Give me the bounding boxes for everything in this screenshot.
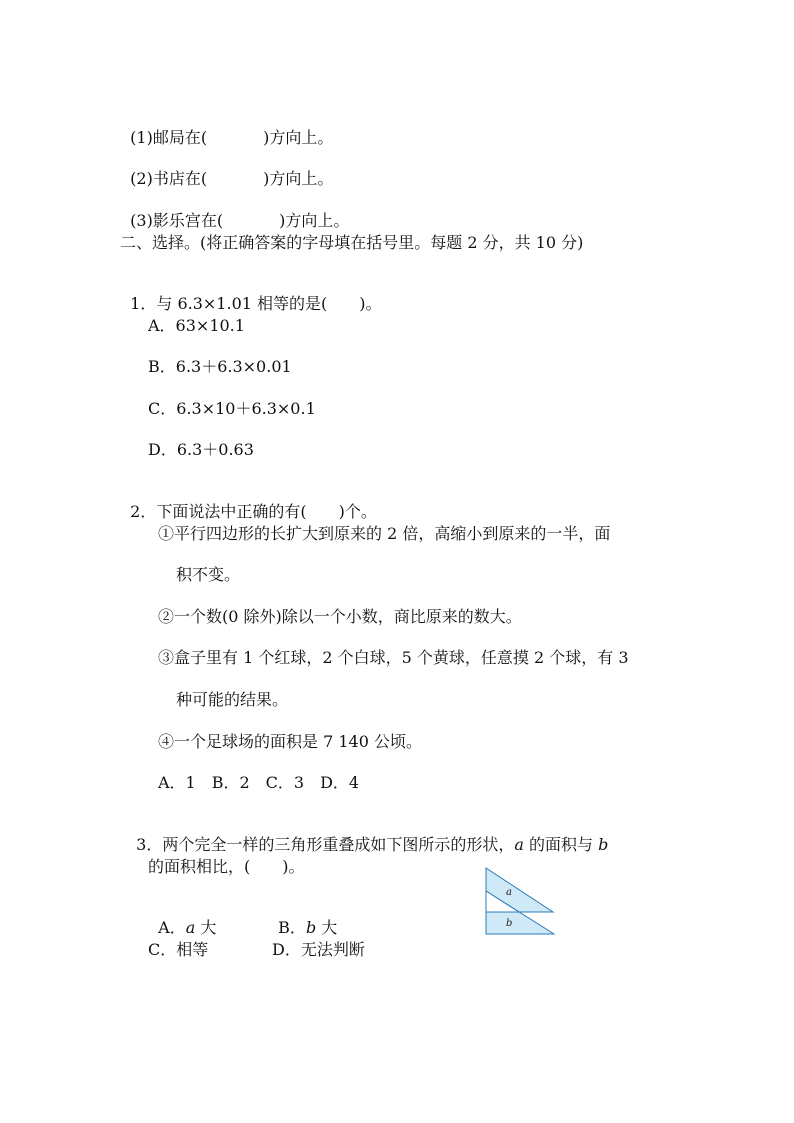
fill-item-1-num: (1) [130, 128, 153, 147]
fill-item-3-num: (3) [130, 211, 153, 230]
q1-stem [120, 274, 382, 314]
q1-option-b: B．6.3＋6.3×0.01 [148, 357, 292, 376]
fill-item-2-num: (2) [130, 169, 153, 188]
q3-option-c: C．相等 [148, 940, 209, 959]
q3-stem-a1: 两个完全一样的三角形重叠成如下图所示的形状， [162, 835, 515, 854]
q2-statement-1a: ①平行四边形的长扩大到原来的 2 倍，高缩小到原来的一半，面 [158, 524, 611, 543]
q3-option-a-var: a [185, 918, 196, 937]
q3-stem-line-2: 的面积相比，( )。 [148, 857, 305, 876]
fill-item-3-before: 影乐宫在( [152, 211, 224, 230]
figure-label-b: b [506, 918, 513, 929]
q1-option-a: A．63×10.1 [148, 316, 245, 335]
q2-statement-3b: 种可能的结果。 [176, 690, 289, 709]
q3-stem-a2: 的面积与 [523, 835, 599, 854]
q3-option-b-suffix: 大 [316, 918, 338, 937]
q2-statement-1b: 积不变。 [176, 565, 241, 584]
q2-statement-2: ②一个数(0 除外)除以一个小数，商比原来的数大。 [158, 607, 522, 626]
section-2-title: 二、选择。(将正确答案的字母填在括号里。每题 2 分，共 10 分) [120, 233, 584, 252]
q2-number: 2． [130, 502, 157, 521]
q3-option-d: D．无法判断 [272, 940, 365, 959]
q3-option-b-prefix: B． [278, 918, 306, 937]
fill-item-1-before: 邮局在( [152, 128, 208, 147]
q3-option-a-prefix: A． [158, 918, 186, 937]
figure-label-a: a [506, 887, 512, 898]
fill-item-2-after: )方向上。 [263, 169, 334, 188]
q3-option-b [268, 898, 337, 938]
q2-statement-3a: ③盒子里有 1 个红球，2 个白球，5 个黄球，任意摸 2 个球，有 3 [158, 648, 629, 667]
fill-item-1-after: )方向上。 [263, 128, 334, 147]
q2-stem [120, 482, 377, 522]
q3-option-b-var: b [305, 918, 317, 937]
q3-option-a [148, 898, 216, 938]
fill-item-2-before: 书店在( [152, 169, 208, 188]
overlapping-triangles-figure [478, 862, 560, 938]
fill-item-1 [120, 108, 333, 148]
q3-number: 3． [136, 835, 163, 854]
q3-stem-line-1 [126, 815, 608, 855]
fill-item-3 [120, 191, 349, 231]
q3-var-a: a [514, 835, 524, 854]
q2-statement-4: ④一个足球场的面积是 7 140 公顷。 [158, 732, 422, 751]
fill-item-2 [120, 149, 333, 189]
q3-option-a-suffix: 大 [195, 918, 217, 937]
q1-option-c: C．6.3×10＋6.3×0.1 [148, 399, 316, 418]
q1-number: 1． [130, 294, 157, 313]
q2-options: A．1 B．2 C．3 D．4 [158, 773, 360, 792]
q1-stem-text: 与 6.3×1.01 相等的是( )。 [156, 294, 382, 313]
q3-var-b: b [598, 835, 609, 854]
q2-stem-text: 下面说法中正确的有( )个。 [156, 502, 377, 521]
q1-option-d: D．6.3＋0.63 [148, 440, 254, 459]
fill-item-3-after: )方向上。 [279, 211, 350, 230]
